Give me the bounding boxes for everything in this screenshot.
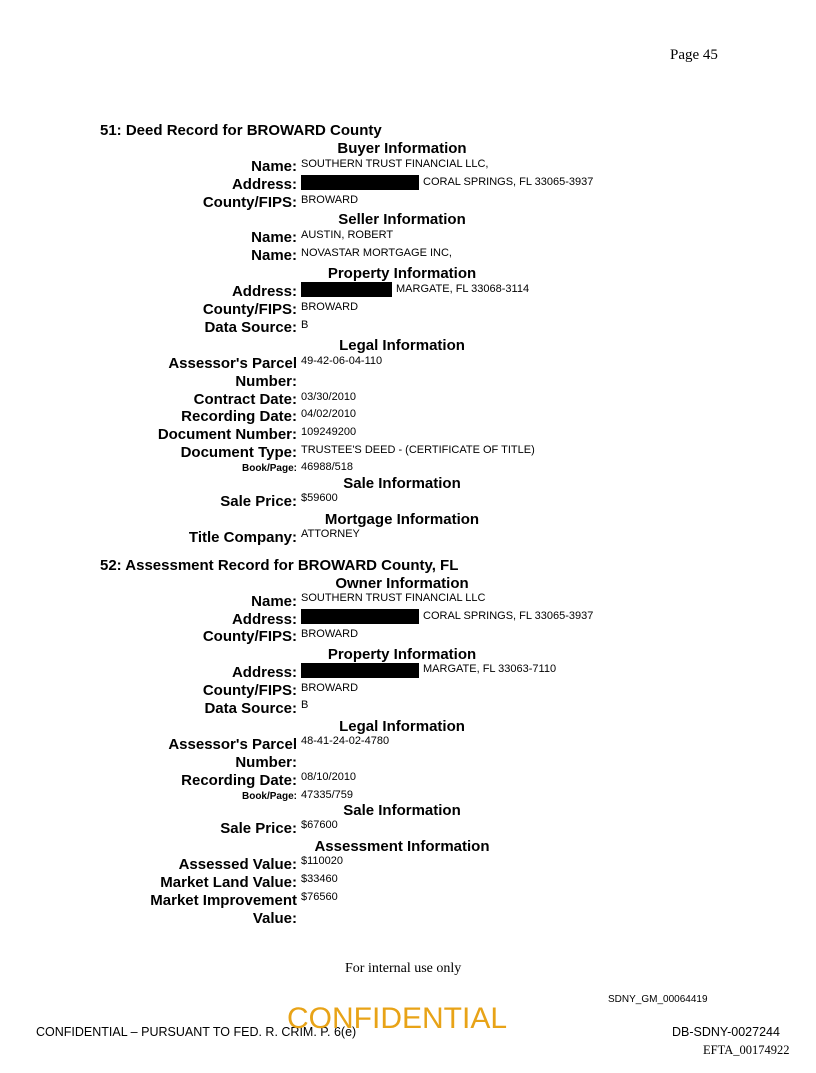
- buyer-address-value: CORAL SPRINGS, FL 33065-3937: [423, 176, 594, 188]
- seller-name-2-label: Name:: [251, 247, 297, 264]
- sdny-bates-number: SDNY_GM_00064419: [608, 994, 708, 1005]
- market-improvement-value: $76560: [301, 891, 338, 903]
- confidential-line: CONFIDENTIAL – PURSUANT TO FED. R. CRIM. P. 6(e): [36, 1025, 357, 1039]
- apn-label-line1: Assessor's Parcel: [168, 355, 297, 372]
- record-52-title: 52: Assessment Record for BROWARD County, FL: [100, 557, 459, 574]
- apn-52-value: 48-41-24-02-4780: [301, 735, 390, 747]
- assessment-heading: Assessment Information: [314, 838, 490, 855]
- property-county-value: BROWARD: [301, 301, 359, 313]
- db-bates-number: DB-SDNY-0027244: [672, 1025, 780, 1039]
- title-company-value: ATTORNEY: [301, 528, 360, 540]
- book-page-label: Book/Page:: [241, 463, 297, 474]
- sale-price-label: Sale Price:: [220, 493, 297, 510]
- property-52-address-value: MARGATE, FL 33063-7110: [423, 663, 557, 675]
- document-number-value: 109249200: [301, 426, 357, 438]
- buyer-address-label: Address:: [231, 176, 297, 193]
- assessed-value-label: Assessed Value:: [178, 856, 297, 873]
- property-52-address-redaction: [301, 663, 419, 678]
- property-source-value: B: [301, 319, 309, 331]
- legal-52-heading: Legal Information: [339, 718, 465, 735]
- legal-heading: Legal Information: [339, 337, 465, 354]
- buyer-county-label: County/FIPS:: [202, 194, 297, 211]
- property-52-county-label: County/FIPS:: [202, 682, 297, 699]
- owner-address-redaction: [301, 609, 419, 624]
- mortgage-heading: Mortgage Information: [324, 511, 480, 528]
- apn-52-label-line1: Assessor's Parcel: [168, 736, 297, 753]
- book-page-52-value: 47335/759: [301, 789, 353, 801]
- owner-county-label: County/FIPS:: [202, 628, 297, 645]
- sale-52-price-value: $67600: [301, 819, 338, 831]
- apn-label-line2: Number:: [235, 373, 297, 390]
- property-52-heading: Property Information: [327, 646, 477, 663]
- property-source-label: Data Source:: [204, 319, 297, 336]
- property-52-source-value: B: [301, 699, 309, 711]
- buyer-name-value: SOUTHERN TRUST FINANCIAL LLC,: [301, 158, 489, 170]
- owner-address-value: CORAL SPRINGS, FL 33065-3937: [423, 610, 594, 622]
- property-address-redaction: [301, 282, 392, 297]
- buyer-address-redaction: [301, 175, 419, 190]
- recording-date-52-label: Recording Date:: [181, 772, 297, 789]
- contract-date-label: Contract Date:: [193, 391, 297, 408]
- owner-name-value: SOUTHERN TRUST FINANCIAL LLC: [301, 592, 486, 604]
- book-page-52-label: Book/Page:: [241, 791, 297, 802]
- document-type-label: Document Type:: [180, 444, 297, 461]
- document-number-label: Document Number:: [157, 426, 297, 443]
- seller-name-2-value: NOVASTAR MORTGAGE INC,: [301, 247, 452, 259]
- recording-date-label: Recording Date:: [181, 408, 297, 425]
- property-52-address-label: Address:: [231, 664, 297, 681]
- owner-address-label: Address:: [231, 611, 297, 628]
- property-heading: Property Information: [327, 265, 477, 282]
- market-improvement-label-line2: Value:: [252, 910, 297, 927]
- owner-heading: Owner Information: [335, 575, 469, 592]
- document-type-value: TRUSTEE'S DEED - (CERTIFICATE OF TITLE): [301, 444, 535, 456]
- property-52-source-label: Data Source:: [204, 700, 297, 717]
- record-51-title: 51: Deed Record for BROWARD County: [100, 122, 382, 139]
- sale-52-price-label: Sale Price:: [220, 820, 297, 837]
- buyer-name-label: Name:: [251, 158, 297, 175]
- contract-date-value: 03/30/2010: [301, 391, 357, 403]
- seller-name-1-label: Name:: [251, 229, 297, 246]
- property-county-label: County/FIPS:: [202, 301, 297, 318]
- property-address-value: MARGATE, FL 33068-3114: [396, 283, 530, 295]
- seller-heading: Seller Information: [338, 211, 466, 228]
- market-land-value-value: $33460: [301, 873, 338, 885]
- owner-county-value: BROWARD: [301, 628, 359, 640]
- market-land-value-label: Market Land Value:: [160, 874, 297, 891]
- apn-value: 49-42-06-04-110: [301, 355, 383, 367]
- buyer-county-value: BROWARD: [301, 194, 359, 206]
- sale-52-heading: Sale Information: [343, 802, 461, 819]
- efta-number: EFTA_00174922: [703, 1043, 790, 1057]
- page-number: Page 45: [670, 47, 718, 63]
- sale-heading: Sale Information: [343, 475, 461, 492]
- sale-price-value: $59600: [301, 492, 338, 504]
- apn-52-label-line2: Number:: [235, 754, 297, 771]
- buyer-heading: Buyer Information: [337, 140, 467, 157]
- internal-use-note: For internal use only: [345, 961, 462, 976]
- title-company-label: Title Company:: [188, 529, 297, 546]
- recording-date-value: 04/02/2010: [301, 408, 357, 420]
- property-address-label: Address:: [231, 283, 297, 300]
- assessed-value-value: $110020: [301, 855, 344, 867]
- seller-name-1-value: AUSTIN, ROBERT: [301, 229, 394, 241]
- owner-name-label: Name:: [251, 593, 297, 610]
- property-52-county-value: BROWARD: [301, 682, 359, 694]
- recording-date-52-value: 08/10/2010: [301, 771, 357, 783]
- confidential-stamp: CONFIDENTIAL: [287, 1002, 508, 1035]
- book-page-value: 46988/518: [301, 461, 353, 473]
- market-improvement-label-line1: Market Improvement: [150, 892, 297, 909]
